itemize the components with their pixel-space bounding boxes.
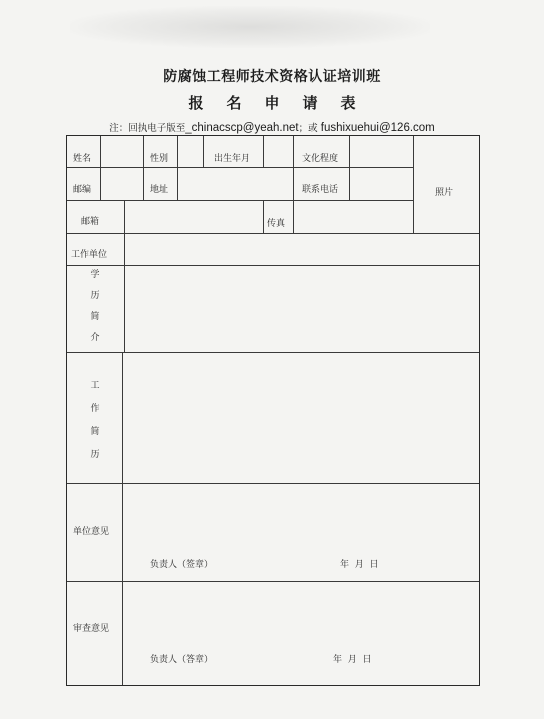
email-link-2[interactable]: fushixuehui@126.com (320, 122, 435, 134)
birth-label: 出生年月 (214, 154, 251, 164)
edu-char: 历 (90, 291, 100, 301)
col-line (124, 233, 125, 352)
address-label: 地址 (150, 185, 169, 195)
col-line (263, 200, 264, 233)
phone-label: 联系电话 (302, 185, 339, 195)
edu-char: 简 (90, 312, 100, 322)
name-label: 姓名 (73, 154, 92, 164)
unit-opinion-label: 单位意见 (73, 527, 110, 537)
review-opinion-label: 审查意见 (73, 624, 110, 634)
row-line (67, 265, 479, 266)
education-history-label (88, 271, 102, 343)
work-char: 工 (90, 381, 100, 391)
col-line (263, 136, 264, 167)
gender-label: 性别 (150, 154, 169, 164)
date-2: 年 月 日 (333, 655, 372, 665)
application-form-table (66, 135, 480, 686)
scan-smudge (70, 6, 430, 48)
form-title: 防腐蚀工程师技术资格认证培训班 (163, 69, 381, 85)
col-line (122, 352, 123, 685)
email-link-1[interactable]: _chinacscp@yeah.net (185, 122, 299, 134)
work-history-label (88, 382, 102, 460)
email-label: 邮箱 (81, 217, 100, 227)
form-subtitle: 报名申请表 (188, 94, 379, 112)
row-line (67, 233, 479, 234)
work-char: 简 (90, 427, 100, 437)
col-line (293, 200, 294, 233)
row-line (67, 200, 413, 201)
note-prefix: 注：回执电子版至 (109, 123, 186, 134)
photo-label: 照片 (435, 188, 454, 198)
row-line (67, 581, 479, 582)
postcode-label: 邮编 (73, 185, 92, 195)
col-line (293, 136, 294, 200)
work-char: 历 (90, 450, 100, 460)
col-line (100, 136, 101, 200)
note-mid: ；或 (298, 123, 318, 134)
education-level-label: 文化程度 (302, 154, 339, 164)
edu-char: 介 (90, 333, 100, 343)
date-1: 年 月 日 (340, 560, 379, 570)
submission-note (0, 120, 544, 134)
col-line (143, 136, 144, 200)
row-line (67, 167, 413, 168)
edu-char: 学 (90, 270, 100, 280)
row-line (67, 483, 479, 484)
col-line (124, 200, 125, 233)
responsible-sign-1: 负责人（签章） (150, 560, 214, 570)
col-line (349, 136, 350, 200)
row-line (67, 352, 479, 353)
col-line (413, 136, 414, 233)
col-line (177, 136, 178, 200)
responsible-sign-2: 负责人（答章） (150, 655, 214, 665)
work-char: 作 (90, 404, 100, 414)
fax-label: 传真 (267, 219, 286, 229)
col-line (203, 136, 204, 167)
workplace-label: 工作单位 (71, 250, 108, 260)
